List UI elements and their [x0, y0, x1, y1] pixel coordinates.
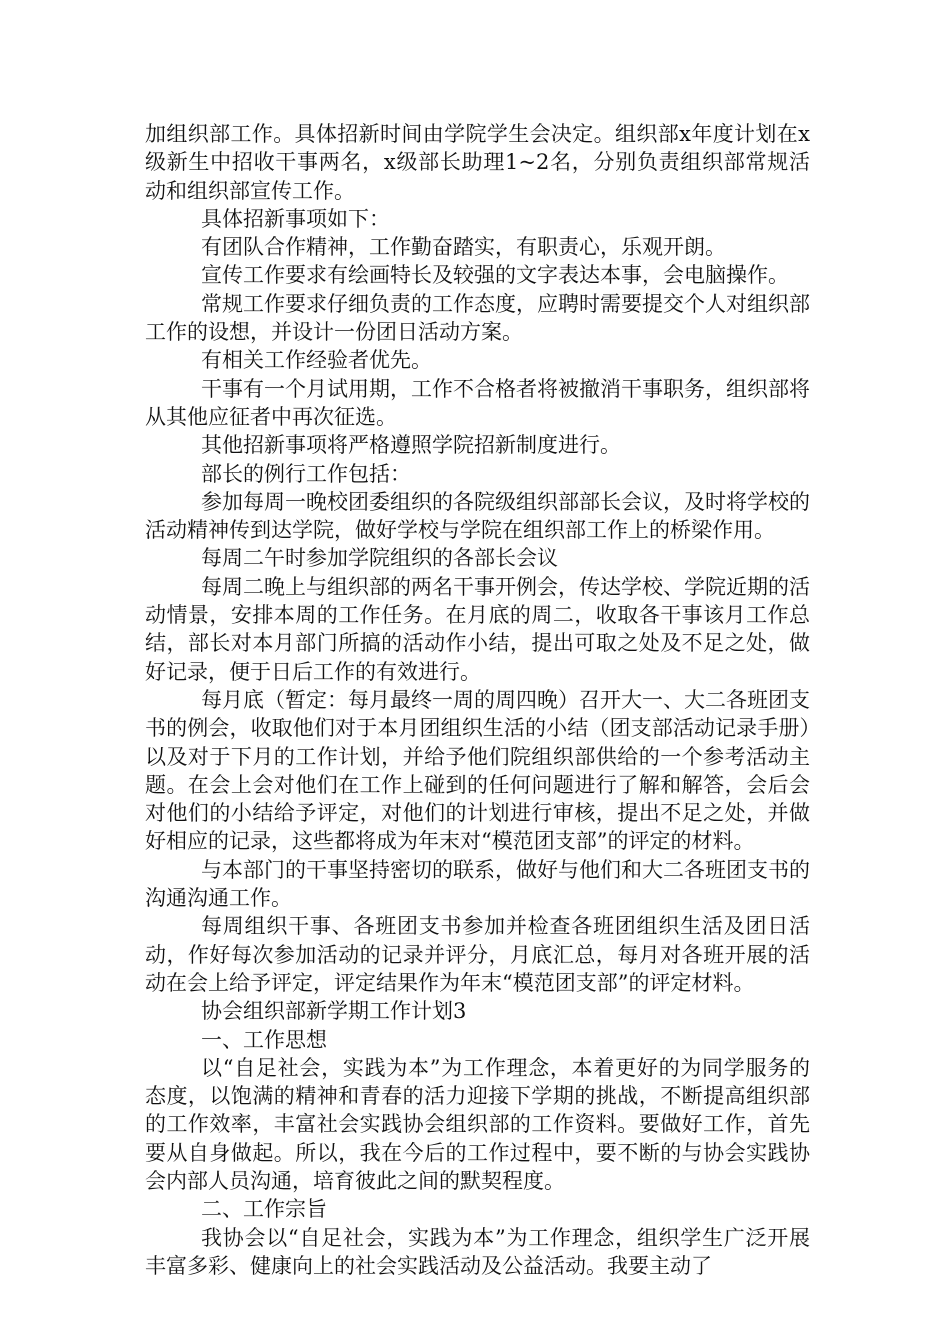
paragraph-4: 宣传工作要求有绘画特长及较强的文字表达本事，会电脑操作。	[201, 263, 789, 288]
document-body	[145, 120, 810, 1280]
paragraph-6: 有相关工作经验者优先。	[201, 348, 432, 373]
paragraph-5: 常规工作要求仔细负责的工作态度，应聘时需要提交个人对组织部工作的设想，并设计一份团日活动方案。	[145, 291, 810, 345]
paragraph-12: 每周二晚上与组织部的两名干事开例会，传达学校、学院近期的活动情景，安排本周的工作任务。在月底的周二，收取各干事该月工作总结，部长对本月部门所搞的活动作小结，提出可取之处及不足之处，做好记录，便于日后工作的有效进行。	[145, 574, 810, 684]
paragraph-18: 以“自足社会，实践为本”为工作理念，本着更好的为同学服务的态度，以饱满的精神和青春的活力迎接下学期的挑战，不断提高组织部的工作效率，丰富社会实践协会组织部的工作资料。要做好工作，首先要从自身做起。所以，我在今后的工作过程中，要不断的与协会实践协会内部人员沟通，培育彼此之间的默契程度。	[145, 1055, 810, 1193]
section-title-plan-3: 协会组织部新学期工作计划3	[201, 999, 467, 1024]
paragraph-20: 我协会以“自足社会，实践为本”为工作理念，组织学生广泛开展丰富多彩、健康向上的社会实践活动及公益活动。我要主动了	[145, 1225, 810, 1278]
paragraph-8: 其他招新事项将严格遵照学院招新制度进行。	[201, 433, 621, 458]
paragraph-3: 有团队合作精神，工作勤奋踏实，有职责心，乐观开朗。	[201, 235, 726, 260]
paragraph-2: 具体招新事项如下：	[201, 206, 390, 231]
paragraph-14: 与本部门的干事坚持密切的联系，做好与他们和大二各班团支书的沟通沟通工作。	[145, 857, 810, 911]
paragraph-13: 每月底（暂定：每月最终一周的周四晚）召开大一、大二各班团支书的例会，收取他们对于本月团组织生活的小结（团支部活动记录手册）以及对于下月的工作计划，并给予他们院组织部供给的一个参考活动主题。在会上会对他们在工作上碰到的任何问题进行了解和解答，会后会对他们的小结给予评定，对他们的计划进行审核，提出不足之处，并做好相应的记录，这些都将成为年末对“模范团支部”的评定的材料。	[145, 687, 810, 854]
paragraph-10: 参加每周一晚校团委组织的各院级组织部部长会议，及时将学校的活动精神传到达学院，做好学校与学院在组织部工作上的桥梁作用。	[145, 489, 810, 543]
paragraph-1: 加组织部工作。具体招新时间由学院学生会决定。组织部x年度计划在x级新生中招收干事两名，x级部长助理1~2名，分别负责组织部常规活动和组织部宣传工作。	[145, 122, 810, 203]
paragraph-15: 每周组织干事、各班团支书参加并检查各班团组织生活及团日活动，作好每次参加活动的记录并评分，月底汇总，每月对各班开展的活动在会上给予评定，评定结果作为年末“模范团支部”的评定材料。	[145, 914, 810, 995]
paragraph-7: 干事有一个月试用期，工作不合格者将被撤消干事职务，组织部将从其他应征者中再次征选。	[145, 376, 810, 429]
paragraph-11: 每周二午时参加学院组织的各部长会议	[201, 546, 558, 571]
paragraph-9: 部长的例行工作包括：	[201, 461, 411, 486]
section-heading-2: 二、工作宗旨	[201, 1197, 327, 1222]
section-heading-1: 一、工作思想	[201, 1027, 327, 1052]
